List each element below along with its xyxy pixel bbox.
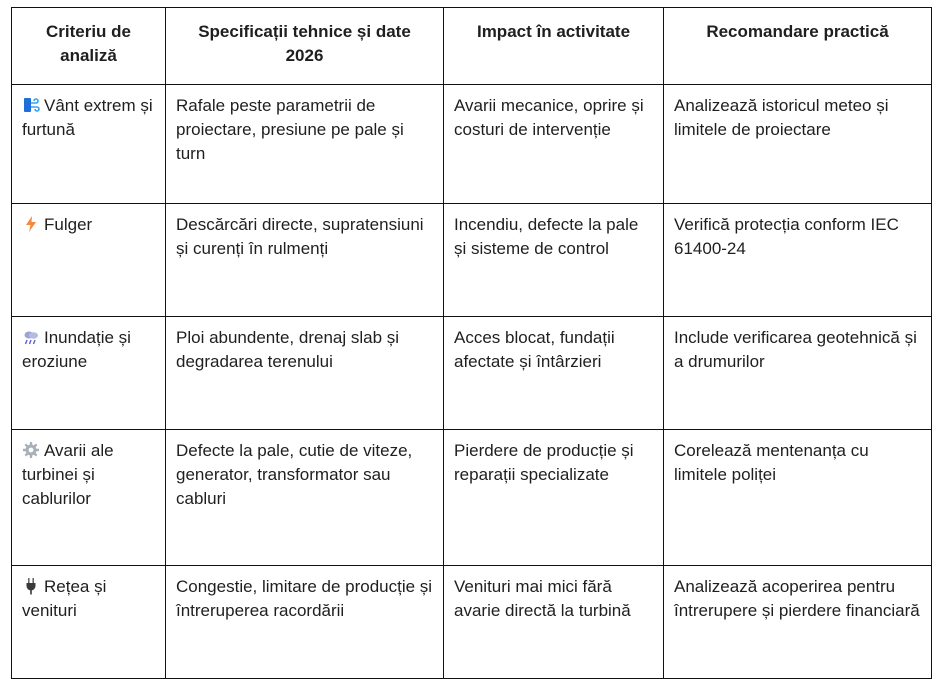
rain-cloud-icon: [22, 328, 40, 346]
criterion-label: Inundație și eroziune: [22, 328, 131, 371]
spec-cell: Rafale peste parametrii de proiectare, presiune pe pale și turn: [166, 85, 444, 204]
criterion-label: Rețea și venituri: [22, 577, 107, 620]
spec-cell: Congestie, limitare de producție și întreruperea racordării: [166, 566, 444, 679]
table-row: [12, 566, 932, 679]
header-criterion: Criteriu de analiză: [12, 8, 166, 85]
impact-cell: Venituri mai mici fără avarie directă la turbină: [444, 566, 664, 679]
recommendation-cell: Analizează istoricul meteo și limitele de proiectare: [664, 85, 932, 204]
recommendation-cell: Analizează acoperirea pentru întrerupere și pierdere financiară: [664, 566, 932, 679]
gear-icon: [22, 441, 40, 459]
recommendation-cell: Verifică protecția conform IEC 61400-24: [664, 204, 932, 317]
plug-icon: [22, 577, 40, 595]
impact-cell: Incendiu, defecte la pale și sisteme de control: [444, 204, 664, 317]
criterion-cell: [12, 85, 166, 204]
criterion-cell: [12, 430, 166, 566]
recommendation-cell: Include verificarea geotehnică și a drumurilor: [664, 317, 932, 430]
criterion-label: Fulger: [44, 215, 93, 234]
spec-cell: Descărcări directe, supratensiuni și curenți în rulmenți: [166, 204, 444, 317]
table-header-row: [12, 8, 932, 85]
criterion-cell: [12, 317, 166, 430]
table-row: [12, 204, 932, 317]
wind-icon: [22, 96, 40, 114]
lightning-icon: [22, 215, 40, 233]
criterion-label: Vânt extrem și furtună: [22, 96, 153, 139]
impact-cell: Avarii mecanice, oprire și costuri de intervenție: [444, 85, 664, 204]
spec-cell: Ploi abundente, drenaj slab și degradarea terenului: [166, 317, 444, 430]
criterion-label: Avarii ale turbinei și cablurilor: [22, 441, 114, 508]
header-spec: Specificații tehnice și date 2026: [166, 8, 444, 85]
impact-cell: Acces blocat, fundații afectate și întârzieri: [444, 317, 664, 430]
header-recommendation: Recomandare practică: [664, 8, 932, 85]
spec-cell: Defecte la pale, cutie de viteze, generator, transformator sau cabluri: [166, 430, 444, 566]
criterion-cell: [12, 204, 166, 317]
analysis-table: [11, 7, 932, 679]
analysis-table-container: [11, 7, 931, 679]
impact-cell: Pierdere de producție și reparații specializate: [444, 430, 664, 566]
criterion-cell: [12, 566, 166, 679]
table-row: [12, 430, 932, 566]
table-row: [12, 317, 932, 430]
table-row: [12, 85, 932, 204]
recommendation-cell: Corelează mentenanța cu limitele poliței: [664, 430, 932, 566]
header-impact: Impact în activitate: [444, 8, 664, 85]
